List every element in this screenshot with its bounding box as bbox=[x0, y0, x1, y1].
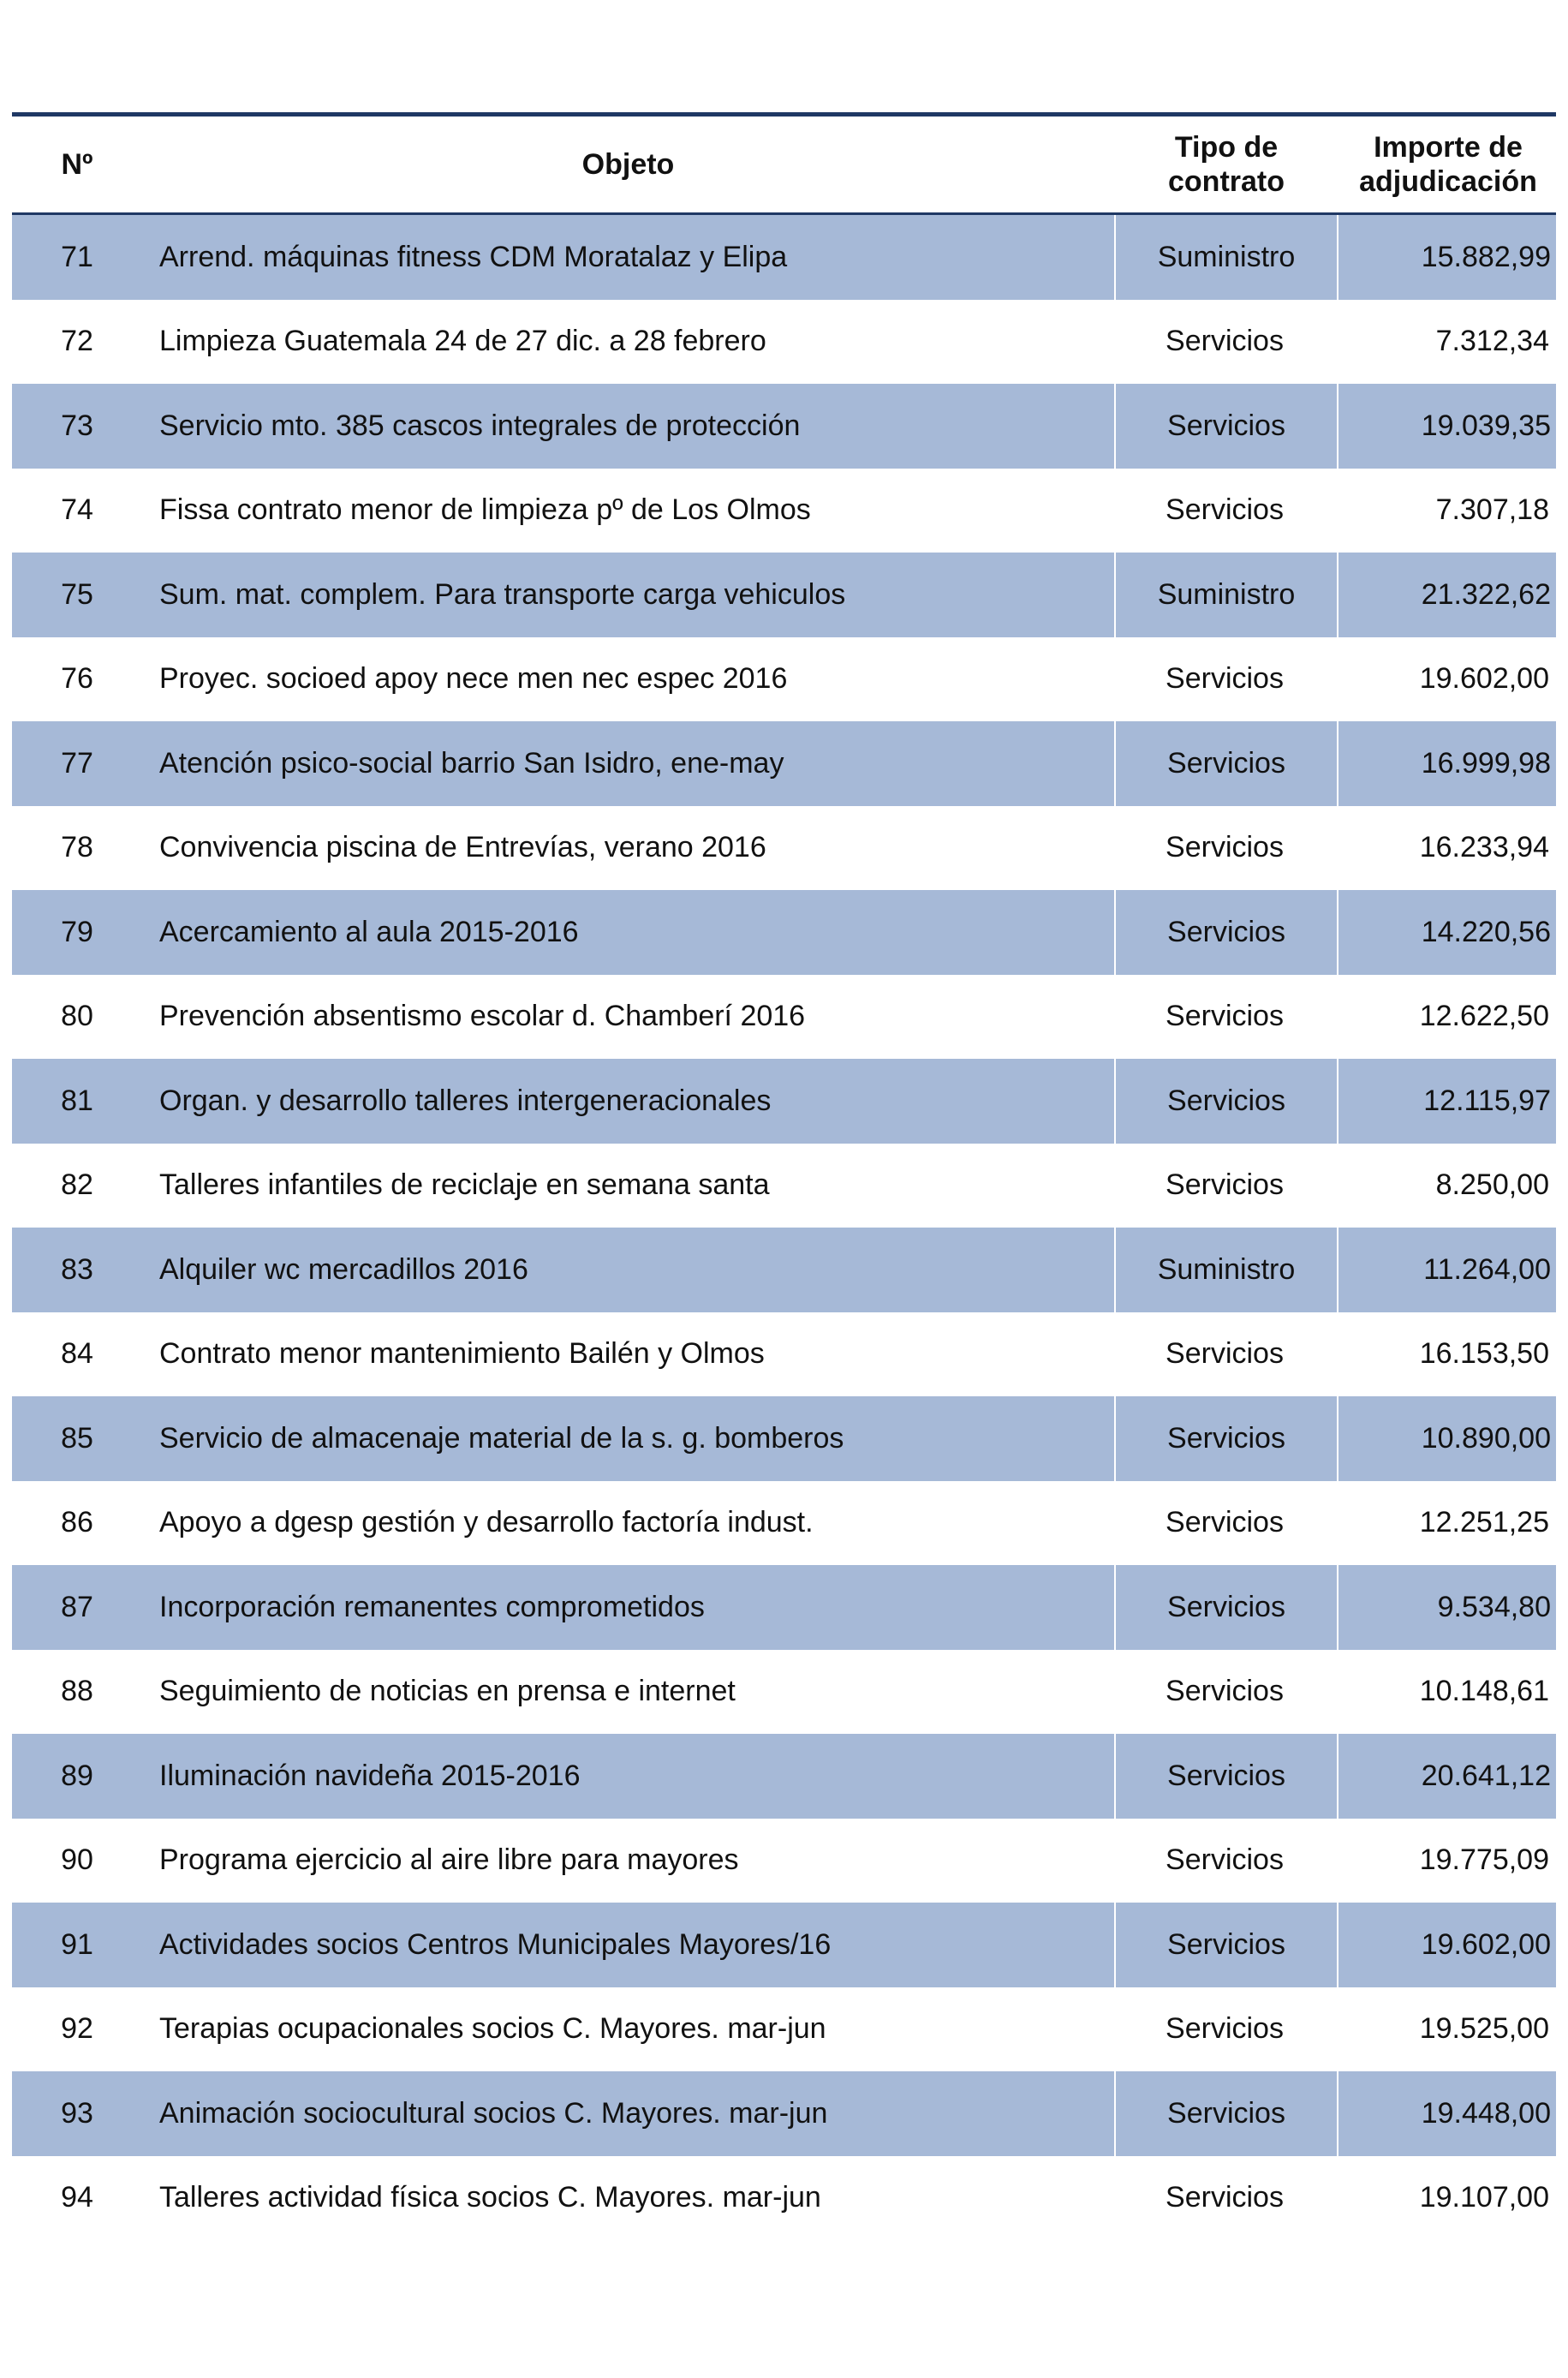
header-tipo bbox=[1114, 117, 1337, 212]
cell-tipo: Servicios bbox=[1114, 1059, 1337, 1144]
cell-tipo: Suministro bbox=[1114, 215, 1337, 300]
cell-importe: 20.641,12 bbox=[1337, 1734, 1558, 1819]
table-row bbox=[12, 1565, 1556, 1650]
cell-num: 77 bbox=[61, 746, 93, 780]
table-row bbox=[12, 1734, 1556, 1819]
cell-tipo: Servicios bbox=[1166, 1675, 1284, 1708]
cell-tipo: Servicios bbox=[1166, 1843, 1284, 1877]
table-row bbox=[12, 1059, 1556, 1144]
header-tipo-line1: Tipo de bbox=[1174, 131, 1279, 164]
cell-objeto: Proyec. socioed apoy nece men nec espec 2016 bbox=[159, 662, 788, 696]
cell-importe: 16.233,94 bbox=[1419, 831, 1549, 864]
cell-objeto: Animación sociocultural socios C. Mayores. mar-jun bbox=[159, 2096, 828, 2130]
cell-num: 80 bbox=[61, 1000, 93, 1033]
cell-tipo: Suministro bbox=[1114, 553, 1337, 637]
cell-num: 88 bbox=[61, 1675, 93, 1708]
cell-tipo: Servicios bbox=[1166, 831, 1284, 864]
cell-importe: 19.602,00 bbox=[1337, 1903, 1558, 1987]
cell-num: 76 bbox=[61, 662, 93, 696]
cell-tipo: Servicios bbox=[1114, 1734, 1337, 1819]
cell-objeto: Servicio de almacenaje material de la s. g. bomberos bbox=[159, 1421, 844, 1455]
cell-num: 89 bbox=[61, 1759, 93, 1792]
cell-num: 90 bbox=[61, 1843, 93, 1877]
header-tipo-line2: contrato bbox=[1168, 165, 1285, 198]
cell-objeto: Servicio mto. 385 cascos integrales de protección bbox=[159, 409, 801, 442]
cell-objeto: Incorporación remanentes comprometidos bbox=[159, 1590, 705, 1623]
cell-objeto: Iluminación navideña 2015-2016 bbox=[159, 1759, 581, 1792]
header-importe-line1: Importe de bbox=[1374, 131, 1523, 164]
cell-objeto: Fissa contrato menor de limpieza pº de Los Olmos bbox=[159, 493, 811, 527]
cell-importe: 12.115,97 bbox=[1337, 1059, 1558, 1144]
table-row bbox=[12, 1819, 1556, 1903]
cell-objeto: Seguimiento de noticias en prensa e internet bbox=[159, 1675, 736, 1708]
cell-importe: 19.039,35 bbox=[1337, 384, 1558, 469]
cell-importe: 14.220,56 bbox=[1337, 890, 1558, 975]
cell-importe: 10.890,00 bbox=[1337, 1396, 1558, 1481]
cell-objeto: Arrend. máquinas fitness CDM Moratalaz y Elipa bbox=[159, 240, 788, 273]
cell-tipo: Servicios bbox=[1166, 1337, 1284, 1371]
cell-num: 74 bbox=[61, 493, 93, 527]
cell-importe: 12.251,25 bbox=[1419, 1506, 1549, 1539]
table-row bbox=[12, 215, 1556, 300]
table-row bbox=[12, 637, 1556, 722]
cell-tipo: Servicios bbox=[1166, 1000, 1284, 1033]
cell-objeto: Atención psico-social barrio San Isidro, ene-may bbox=[159, 746, 784, 780]
cell-tipo: Servicios bbox=[1114, 1396, 1337, 1481]
table-row bbox=[12, 2071, 1556, 2156]
cell-tipo: Servicios bbox=[1114, 384, 1337, 469]
table-row bbox=[12, 469, 1556, 553]
cell-objeto: Organ. y desarrollo talleres intergeneracionales bbox=[159, 1084, 772, 1117]
table-row bbox=[12, 300, 1556, 385]
table-row bbox=[12, 553, 1556, 637]
table-row bbox=[12, 1144, 1556, 1228]
header-importe bbox=[1337, 117, 1558, 212]
cell-tipo: Servicios bbox=[1166, 325, 1284, 358]
cell-num: 92 bbox=[61, 2012, 93, 2046]
cell-tipo: Servicios bbox=[1114, 1565, 1337, 1650]
table-row bbox=[12, 1396, 1556, 1481]
cell-tipo: Servicios bbox=[1114, 890, 1337, 975]
cell-num: 72 bbox=[61, 325, 93, 358]
cell-importe: 7.312,34 bbox=[1435, 325, 1549, 358]
cell-importe: 12.622,50 bbox=[1419, 1000, 1549, 1033]
table-row bbox=[12, 1228, 1556, 1312]
cell-importe: 19.525,00 bbox=[1419, 2012, 1549, 2046]
cell-objeto: Contrato menor mantenimiento Bailén y Olmos bbox=[159, 1337, 765, 1371]
table-row bbox=[12, 1312, 1556, 1397]
cell-num: 87 bbox=[61, 1590, 93, 1623]
cell-tipo: Servicios bbox=[1166, 2181, 1284, 2214]
cell-objeto: Limpieza Guatemala 24 de 27 dic. a 28 febrero bbox=[159, 325, 766, 358]
cell-importe: 16.999,98 bbox=[1337, 721, 1558, 806]
table-row bbox=[12, 1903, 1556, 1987]
cell-num: 82 bbox=[61, 1168, 93, 1202]
cell-importe: 9.534,80 bbox=[1337, 1565, 1558, 1650]
cell-num: 81 bbox=[61, 1084, 93, 1117]
table-row bbox=[12, 721, 1556, 806]
cell-num: 79 bbox=[61, 915, 93, 948]
table-row bbox=[12, 890, 1556, 975]
cell-importe: 15.882,99 bbox=[1337, 215, 1558, 300]
cell-importe: 19.775,09 bbox=[1419, 1843, 1549, 1877]
table-row bbox=[12, 975, 1556, 1060]
cell-tipo: Servicios bbox=[1114, 1903, 1337, 1987]
cell-importe: 10.148,61 bbox=[1419, 1675, 1549, 1708]
table-header bbox=[12, 117, 1556, 215]
cell-importe: 16.153,50 bbox=[1419, 1337, 1549, 1371]
cell-tipo: Servicios bbox=[1166, 1168, 1284, 1202]
cell-num: 86 bbox=[61, 1506, 93, 1539]
cell-importe: 19.107,00 bbox=[1419, 2181, 1549, 2214]
table-row bbox=[12, 2156, 1556, 2241]
cell-objeto: Sum. mat. complem. Para transporte carga vehiculos bbox=[159, 577, 846, 611]
cell-objeto: Programa ejercicio al aire libre para mayores bbox=[159, 1843, 739, 1877]
cell-objeto: Actividades socios Centros Municipales Mayores/16 bbox=[159, 1927, 832, 1961]
header-num: Nº bbox=[61, 148, 93, 181]
header-importe-line2: adjudicación bbox=[1359, 165, 1537, 198]
cell-num: 75 bbox=[61, 577, 93, 611]
cell-objeto: Apoyo a dgesp gestión y desarrollo factoría indust. bbox=[159, 1506, 814, 1539]
cell-tipo: Servicios bbox=[1114, 2071, 1337, 2156]
cell-objeto: Prevención absentismo escolar d. Chamberí 2016 bbox=[159, 1000, 806, 1033]
cell-tipo: Servicios bbox=[1166, 1506, 1284, 1539]
cell-importe: 11.264,00 bbox=[1337, 1228, 1558, 1312]
cell-tipo: Servicios bbox=[1166, 2012, 1284, 2046]
cell-importe: 19.602,00 bbox=[1419, 662, 1549, 696]
cell-num: 94 bbox=[61, 2181, 93, 2214]
cell-tipo: Servicios bbox=[1114, 721, 1337, 806]
cell-objeto: Talleres infantiles de reciclaje en semana santa bbox=[159, 1168, 770, 1202]
cell-tipo: Servicios bbox=[1166, 493, 1284, 527]
cell-num: 71 bbox=[61, 240, 93, 273]
cell-tipo: Servicios bbox=[1166, 662, 1284, 696]
cell-objeto: Acercamiento al aula 2015-2016 bbox=[159, 915, 579, 948]
cell-num: 85 bbox=[61, 1421, 93, 1455]
cell-num: 78 bbox=[61, 831, 93, 864]
header-objeto: Objeto bbox=[581, 148, 675, 181]
cell-num: 83 bbox=[61, 1252, 93, 1286]
cell-importe: 21.322,62 bbox=[1337, 553, 1558, 637]
cell-num: 84 bbox=[61, 1337, 93, 1371]
table-row bbox=[12, 1481, 1556, 1566]
cell-tipo: Suministro bbox=[1114, 1228, 1337, 1312]
cell-num: 73 bbox=[61, 409, 93, 442]
cell-num: 91 bbox=[61, 1927, 93, 1961]
table-row bbox=[12, 806, 1556, 891]
cell-objeto: Talleres actividad física socios C. Mayores. mar-jun bbox=[159, 2181, 821, 2214]
table-row bbox=[12, 1987, 1556, 2072]
table-body bbox=[12, 215, 1556, 2240]
cell-objeto: Convivencia piscina de Entrevías, verano 2016 bbox=[159, 831, 766, 864]
cell-importe: 19.448,00 bbox=[1337, 2071, 1558, 2156]
table-row bbox=[12, 384, 1556, 469]
cell-objeto: Terapias ocupacionales socios C. Mayores. mar-jun bbox=[159, 2012, 826, 2046]
cell-importe: 7.307,18 bbox=[1435, 493, 1549, 527]
cell-importe: 8.250,00 bbox=[1435, 1168, 1549, 1202]
cell-num: 93 bbox=[61, 2096, 93, 2130]
table-row bbox=[12, 1650, 1556, 1735]
cell-objeto: Alquiler wc mercadillos 2016 bbox=[159, 1252, 528, 1286]
contracts-table bbox=[12, 112, 1556, 2240]
